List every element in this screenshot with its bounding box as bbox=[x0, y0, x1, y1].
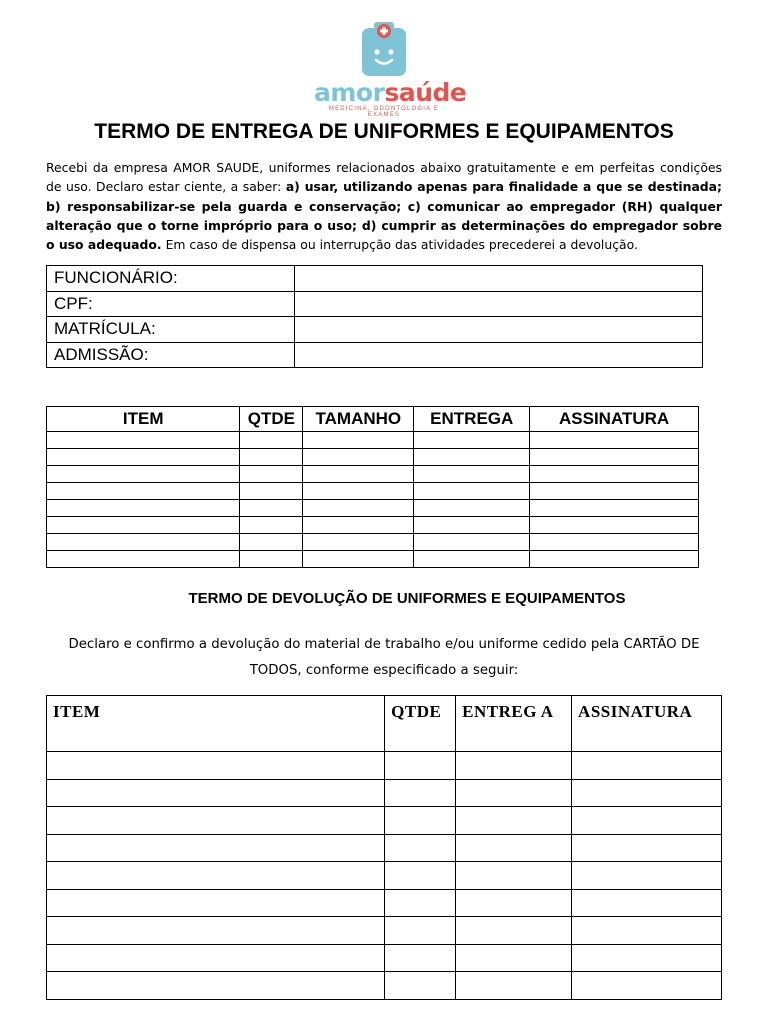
intro-paragraph bbox=[46, 158, 722, 254]
table-cell[interactable] bbox=[385, 779, 456, 807]
table-cell[interactable] bbox=[303, 551, 414, 568]
table-cell[interactable] bbox=[572, 889, 722, 917]
logo bbox=[314, 22, 467, 118]
field-value-admissao[interactable] bbox=[295, 342, 703, 368]
table-cell[interactable] bbox=[303, 517, 414, 534]
field-label-cpf: CPF: bbox=[47, 291, 295, 317]
employee-row bbox=[47, 317, 703, 343]
delivery-table-row bbox=[47, 432, 699, 449]
delivery-header-item: ITEM bbox=[47, 407, 240, 432]
return-table-row bbox=[47, 917, 722, 945]
table-cell[interactable] bbox=[414, 466, 530, 483]
table-cell[interactable] bbox=[530, 551, 699, 568]
table-cell[interactable] bbox=[530, 517, 699, 534]
logo-word-saude: saúde bbox=[384, 78, 467, 107]
employee-row bbox=[47, 291, 703, 317]
table-cell[interactable] bbox=[456, 944, 572, 972]
table-cell[interactable] bbox=[240, 534, 303, 551]
table-cell[interactable] bbox=[47, 500, 240, 517]
table-cell[interactable] bbox=[530, 534, 699, 551]
table-cell[interactable] bbox=[303, 500, 414, 517]
delivery-table-row bbox=[47, 449, 699, 466]
return-section-title: TERMO DE DEVOLUÇÃO DE UNIFORMES E EQUIPAMENTOS bbox=[188, 590, 626, 607]
table-cell[interactable] bbox=[414, 483, 530, 500]
table-cell[interactable] bbox=[385, 972, 456, 1000]
table-cell[interactable] bbox=[530, 432, 699, 449]
field-value-cpf[interactable] bbox=[295, 291, 703, 317]
table-cell[interactable] bbox=[303, 534, 414, 551]
table-cell[interactable] bbox=[47, 752, 385, 780]
table-cell[interactable] bbox=[456, 972, 572, 1000]
table-cell[interactable] bbox=[414, 432, 530, 449]
return-header-row bbox=[47, 696, 722, 752]
table-cell[interactable] bbox=[303, 449, 414, 466]
logo-wordmark bbox=[314, 78, 467, 108]
table-cell[interactable] bbox=[240, 517, 303, 534]
delivery-header-entrega: ENTREGA bbox=[414, 407, 530, 432]
logo-word-amor: amor bbox=[314, 78, 385, 107]
table-cell[interactable] bbox=[385, 752, 456, 780]
return-header-entrega: ENTREG A bbox=[456, 696, 572, 752]
employee-row bbox=[47, 266, 703, 292]
table-cell[interactable] bbox=[456, 807, 572, 835]
delivery-table bbox=[46, 406, 699, 568]
table-cell[interactable] bbox=[414, 534, 530, 551]
return-table bbox=[46, 695, 722, 1000]
return-header-item: ITEM bbox=[47, 696, 385, 752]
field-value-funcionario[interactable] bbox=[295, 266, 703, 292]
delivery-table-row bbox=[47, 500, 699, 517]
table-cell[interactable] bbox=[47, 517, 240, 534]
table-cell[interactable] bbox=[240, 483, 303, 500]
delivery-table-row bbox=[47, 551, 699, 568]
table-cell[interactable] bbox=[303, 432, 414, 449]
table-cell[interactable] bbox=[572, 972, 722, 1000]
table-cell[interactable] bbox=[385, 862, 456, 890]
logo-tagline: MEDICINA, ODONTOLOGIA E EXAMES bbox=[328, 106, 440, 118]
table-cell[interactable] bbox=[240, 551, 303, 568]
table-cell[interactable] bbox=[456, 889, 572, 917]
table-cell[interactable] bbox=[47, 432, 240, 449]
table-cell[interactable] bbox=[572, 807, 722, 835]
return-table-row bbox=[47, 807, 722, 835]
return-table-row bbox=[47, 779, 722, 807]
intro-text-bold: a) usar, utilizando apenas para finalidade a que se destinada; b) responsabilizar-se pela guarda e conservação; c) comunicar ao empregador (RH) qualquer alteração que o torne impróprio para o uso; d) cumprir as determinações do empregador sobre o uso adequado. bbox=[46, 179, 722, 253]
table-cell[interactable] bbox=[530, 449, 699, 466]
delivery-table-row bbox=[47, 466, 699, 483]
return-header-qtde: QTDE bbox=[385, 696, 456, 752]
table-cell[interactable] bbox=[240, 432, 303, 449]
delivery-table-row bbox=[47, 517, 699, 534]
table-cell[interactable] bbox=[572, 752, 722, 780]
field-label-funcionario: FUNCIONÁRIO: bbox=[47, 266, 295, 292]
return-header-assinatura: ASSINATURA bbox=[572, 696, 722, 752]
return-table-row bbox=[47, 889, 722, 917]
table-cell[interactable] bbox=[530, 500, 699, 517]
table-cell[interactable] bbox=[414, 500, 530, 517]
intro-text-1: Recebi da empresa AMOR SAUDE, uniformes relacionados abaixo gratuitamente e em perfeitas condições de uso. Declaro estar ciente, a saber: bbox=[46, 160, 722, 195]
return-table-row bbox=[47, 944, 722, 972]
table-cell[interactable] bbox=[240, 449, 303, 466]
table-cell[interactable] bbox=[530, 466, 699, 483]
table-cell[interactable] bbox=[385, 807, 456, 835]
table-cell[interactable] bbox=[385, 917, 456, 945]
return-table-body bbox=[47, 752, 722, 1000]
field-label-admissao: ADMISSÃO: bbox=[47, 342, 295, 368]
table-cell[interactable] bbox=[47, 917, 385, 945]
table-cell[interactable] bbox=[47, 972, 385, 1000]
table-cell[interactable] bbox=[47, 889, 385, 917]
table-cell[interactable] bbox=[240, 500, 303, 517]
table-cell[interactable] bbox=[456, 779, 572, 807]
delivery-header-qtde: QTDE bbox=[240, 407, 303, 432]
return-table-row bbox=[47, 834, 722, 862]
return-table-row bbox=[47, 862, 722, 890]
field-label-matricula: MATRÍCULA: bbox=[47, 317, 295, 343]
delivery-header-row bbox=[47, 407, 699, 432]
table-cell[interactable] bbox=[240, 466, 303, 483]
table-cell[interactable] bbox=[47, 466, 240, 483]
document-title: TERMO DE ENTREGA DE UNIFORMES E EQUIPAMENTOS bbox=[94, 120, 674, 143]
mascot-icon bbox=[360, 22, 408, 78]
table-cell[interactable] bbox=[456, 917, 572, 945]
return-table-row bbox=[47, 752, 722, 780]
table-cell[interactable] bbox=[385, 834, 456, 862]
table-cell[interactable] bbox=[572, 779, 722, 807]
table-cell[interactable] bbox=[303, 483, 414, 500]
table-cell[interactable] bbox=[414, 517, 530, 534]
table-cell[interactable] bbox=[47, 551, 240, 568]
table-cell[interactable] bbox=[456, 834, 572, 862]
table-cell[interactable] bbox=[456, 752, 572, 780]
delivery-table-row bbox=[47, 534, 699, 551]
employee-info-table bbox=[46, 265, 703, 368]
table-cell[interactable] bbox=[47, 834, 385, 862]
table-cell[interactable] bbox=[530, 483, 699, 500]
table-cell[interactable] bbox=[47, 534, 240, 551]
table-cell[interactable] bbox=[385, 889, 456, 917]
intro-text-2: Em caso de dispensa ou interrupção das atividades precederei a devolução. bbox=[161, 237, 638, 253]
delivery-table-row bbox=[47, 483, 699, 500]
table-cell[interactable] bbox=[47, 779, 385, 807]
table-cell[interactable] bbox=[47, 483, 240, 500]
employee-row bbox=[47, 342, 703, 368]
delivery-table-body bbox=[47, 432, 699, 568]
table-cell[interactable] bbox=[572, 944, 722, 972]
table-cell[interactable] bbox=[414, 449, 530, 466]
table-cell[interactable] bbox=[303, 466, 414, 483]
table-cell[interactable] bbox=[572, 862, 722, 890]
return-table-row bbox=[47, 972, 722, 1000]
table-cell[interactable] bbox=[414, 551, 530, 568]
delivery-header-assinatura: ASSINATURA bbox=[530, 407, 699, 432]
table-cell[interactable] bbox=[47, 944, 385, 972]
table-cell[interactable] bbox=[572, 834, 722, 862]
field-value-matricula[interactable] bbox=[295, 317, 703, 343]
table-cell[interactable] bbox=[456, 862, 572, 890]
table-cell[interactable] bbox=[47, 862, 385, 890]
table-cell[interactable] bbox=[47, 449, 240, 466]
table-cell[interactable] bbox=[572, 917, 722, 945]
return-paragraph: Declaro e confirmo a devolução do material de trabalho e/ou uniforme cedido pela CARTÃO DE TODOS, conforme especificado a seguir: bbox=[68, 637, 700, 678]
table-cell[interactable] bbox=[385, 944, 456, 972]
table-cell[interactable] bbox=[47, 807, 385, 835]
delivery-header-tamanho: TAMANHO bbox=[303, 407, 414, 432]
